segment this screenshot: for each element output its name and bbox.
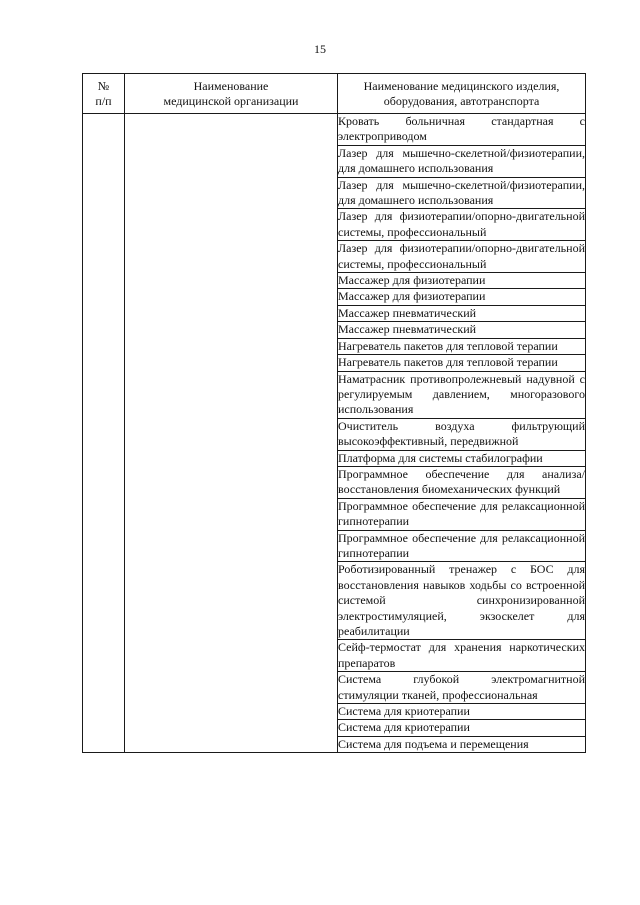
device-name-cell: Программное обеспечение для релаксационной гипнотерапии <box>338 498 585 529</box>
device-name-cell: Лазер для мышечно-скелетной/физиотерапии, для домашнего использования <box>338 145 585 176</box>
header-number-line-1: № <box>97 78 110 93</box>
device-name-cell: Система для подъема и перемещения <box>338 736 586 752</box>
device-name-cell: Роботизированный тренажер с БОС для восстановления навыков ходьбы со встроенной системой синхронизированной электростимуляцией, экзоскелет для реабилитации <box>338 562 585 638</box>
device-name-cell: Сейф-термостат для хранения наркотических препаратов <box>338 640 585 670</box>
header-device-line-1: Наименование медицинского изделия, <box>363 78 560 93</box>
device-name-cell: Лазер для физиотерапии/опорно-двигательной системы, профессиональный <box>338 209 585 239</box>
header-device-line-2: оборудования, автотранспорта <box>383 93 540 108</box>
header-number <box>83 74 125 114</box>
device-name-cell: Кровать больничная стандартная с электроприводом <box>338 114 585 144</box>
header-number-line-2: п/п <box>95 93 112 108</box>
equipment-table <box>82 73 586 753</box>
header-organization-line-2: медицинской организации <box>163 93 299 108</box>
device-name-cell: Массажер пневматический <box>338 322 586 338</box>
table-row <box>83 114 586 146</box>
device-name-cell: Система для криотерапии <box>338 720 586 736</box>
device-name-cell: Массажер для физиотерапии <box>338 289 586 305</box>
page-number: 15 <box>314 42 326 56</box>
device-name-cell: Нагреватель пакетов для тепловой терапии <box>338 338 586 354</box>
device-name-cell: Очиститель воздуха фильтрующий высокоэффективный, передвижной <box>338 418 585 449</box>
header-organization-line-1: Наименование <box>193 78 269 93</box>
header-organization <box>125 74 338 114</box>
device-name-cell: Массажер для физиотерапии <box>338 273 586 289</box>
table-header <box>83 74 586 114</box>
device-name-cell: Массажер пневматический <box>338 305 586 321</box>
table-body <box>83 114 586 753</box>
device-name-cell: Платформа для системы стабилографии <box>338 450 586 466</box>
number-cell <box>83 114 125 753</box>
header-device <box>338 74 586 114</box>
device-name-cell: Программное обеспечение для анализа/восстановления биомеханических функций <box>338 466 585 497</box>
organization-cell <box>125 114 338 753</box>
device-name-cell: Система для криотерапии <box>338 704 586 720</box>
device-name-cell: Программное обеспечение для релаксационной гипнотерапии <box>338 530 585 560</box>
device-name-cell: Система глубокой электромагнитной стимуляции тканей, профессиональная <box>338 672 585 702</box>
device-name-cell: Наматрасник противопролежневый надувной с регулируемым давлением, многоразового использования <box>338 371 585 417</box>
device-name-cell: Нагреватель пакетов для тепловой терапии <box>338 355 586 371</box>
device-name-cell: Лазер для мышечно-скелетной/физиотерапии, для домашнего использования <box>338 177 585 208</box>
device-name-cell: Лазер для физиотерапии/опорно-двигательной системы, профессиональный <box>338 241 585 271</box>
